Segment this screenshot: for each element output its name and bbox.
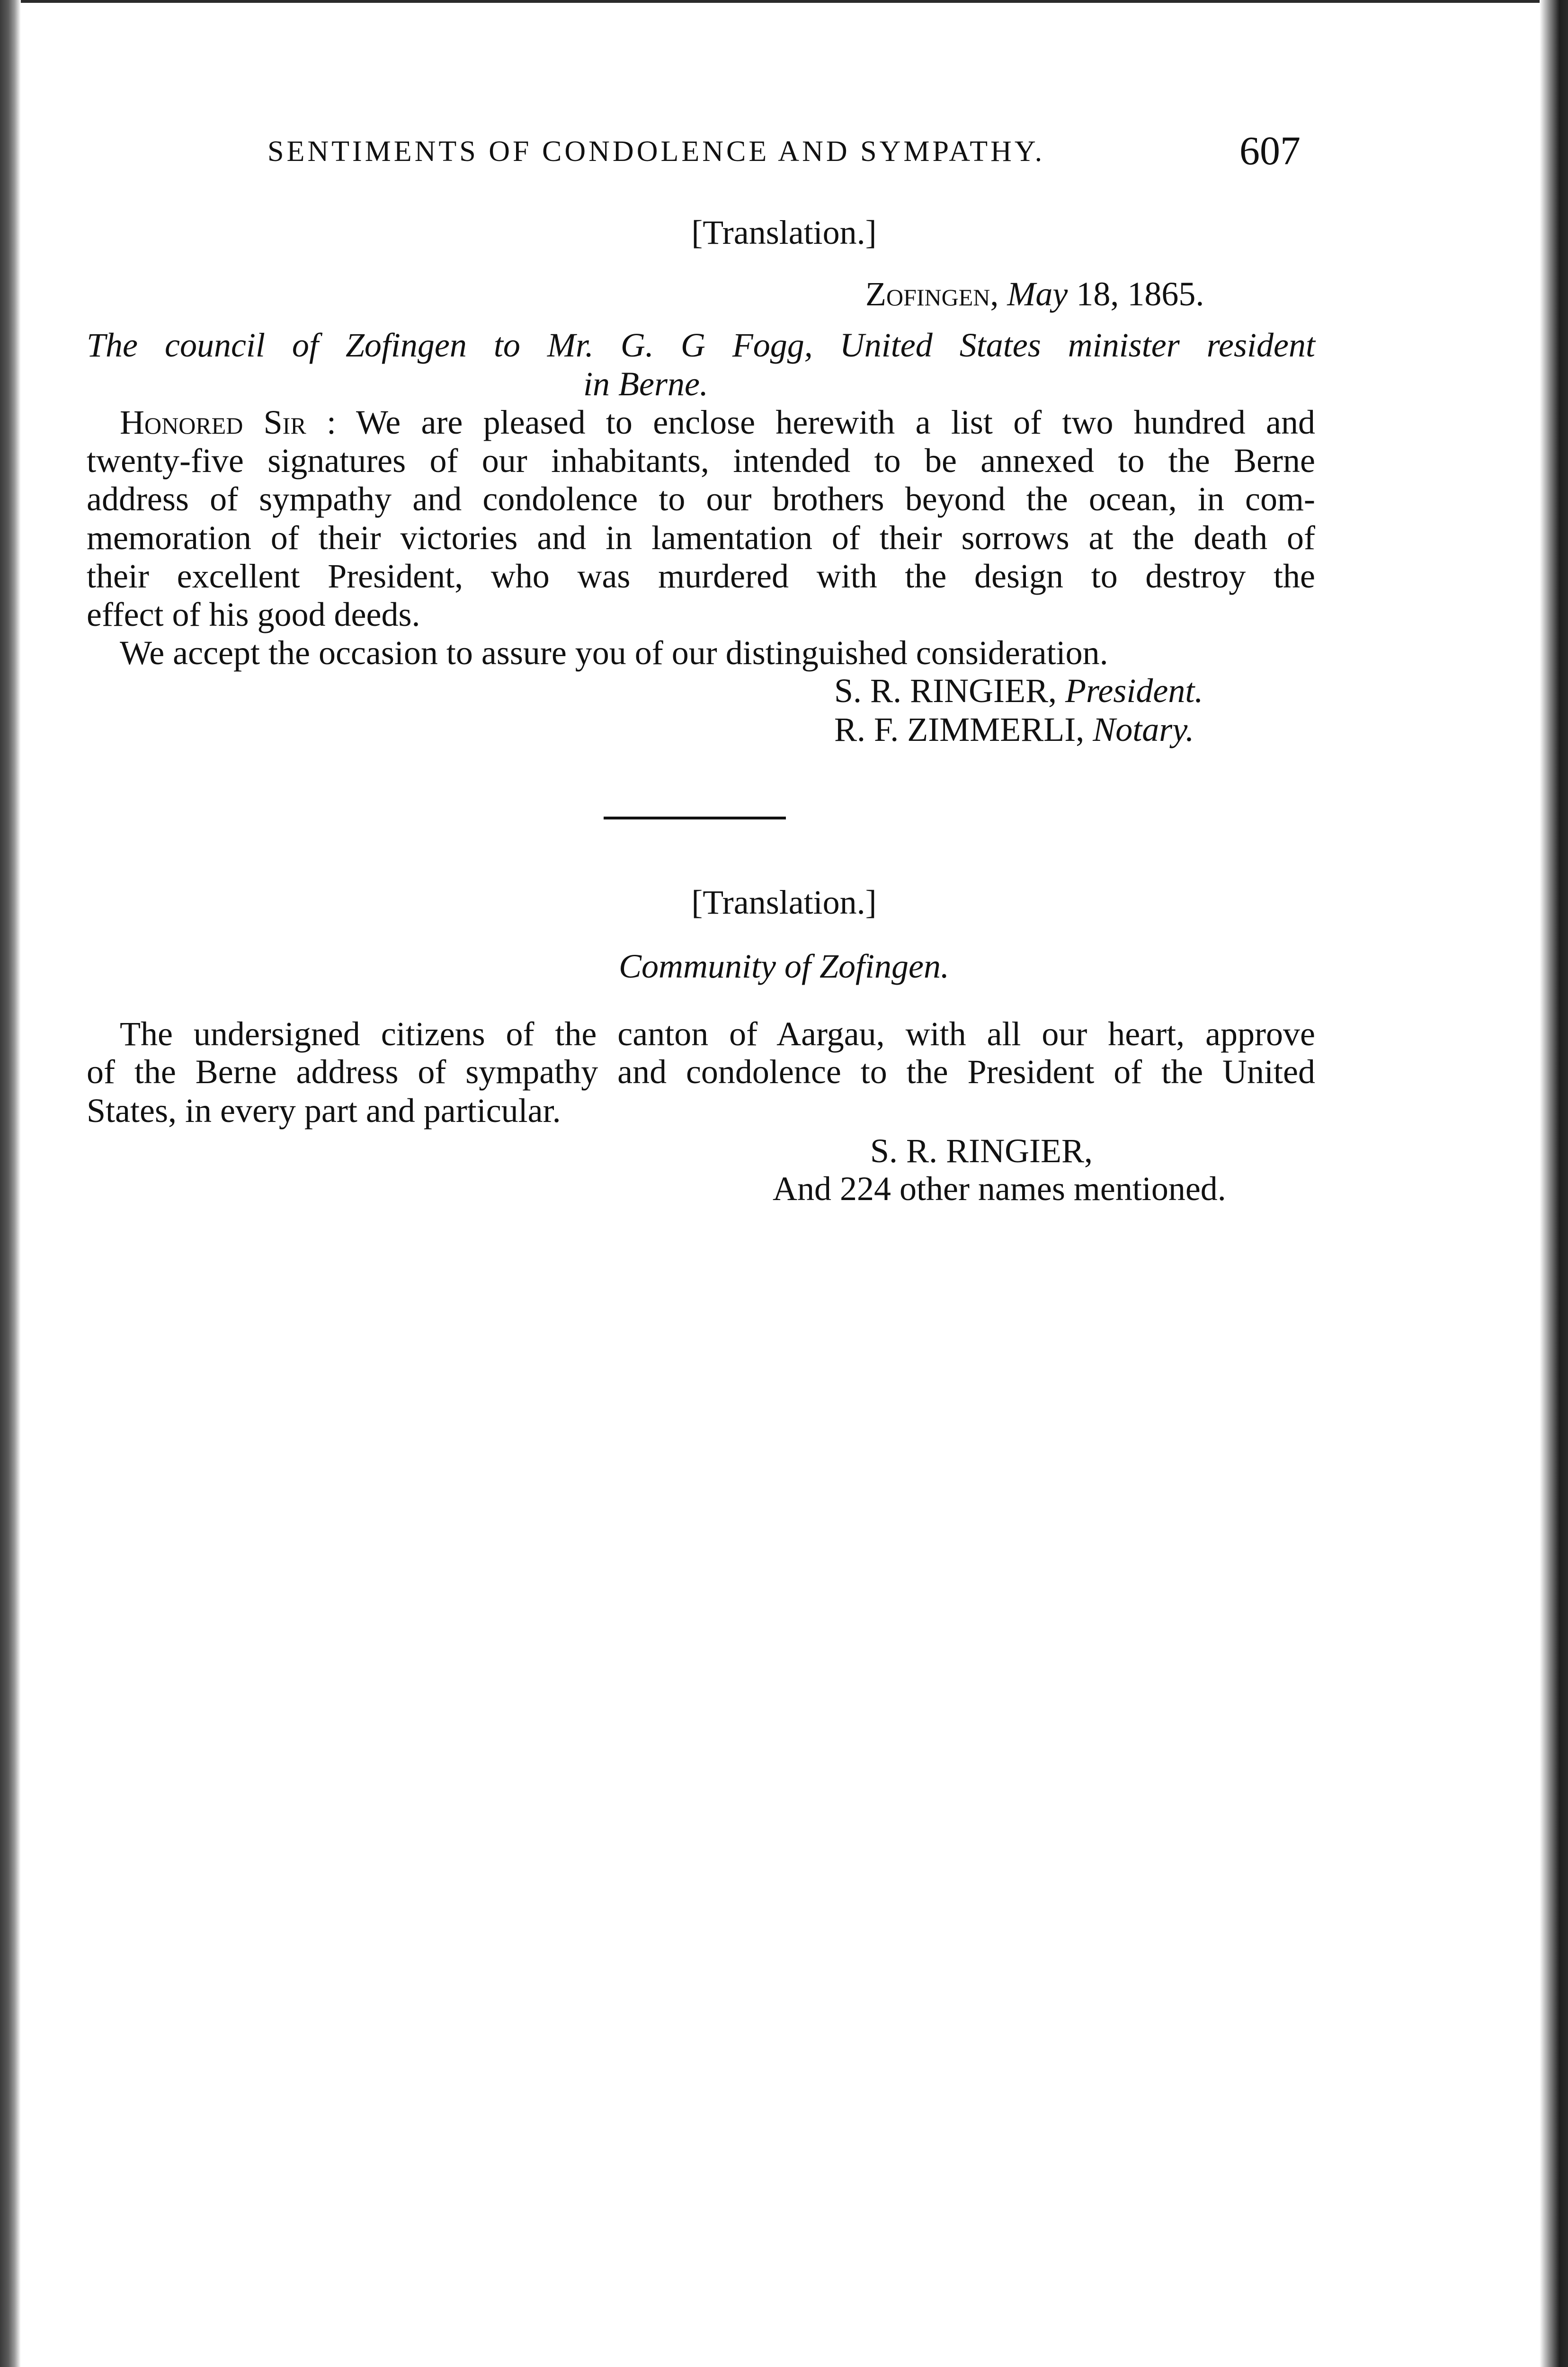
letter-body-line-2: twenty-five signatures of our inhabitants, intended to be annexed to the Berne	[87, 442, 1315, 480]
signature-1	[834, 674, 1203, 708]
salutation: Honored Sir :	[120, 403, 336, 441]
letter-body-line-3: address of sympathy and condolence to our brothers beyond the ocean, in com-	[87, 480, 1315, 518]
signer-1-title: President.	[1065, 672, 1203, 710]
letter-body-text-1: We are pleased to enclose herewith a list of two hundred and	[356, 403, 1315, 441]
signer-2-title: Notary.	[1093, 711, 1194, 748]
signer-1-name: S. R. RINGIER,	[834, 672, 1057, 710]
signer-2-name: R. F. ZIMMERLI,	[834, 711, 1085, 748]
inside-address-line-1: The council of Zofingen to Mr. G. G Fogg, United States minister resident	[87, 326, 1315, 364]
letter-body-line-4: memoration of their victories and in lamentation of their sorrows at the death of	[87, 519, 1315, 557]
translation-note-text: [Translation.]	[691, 214, 877, 251]
letter-body-line-1	[120, 405, 1315, 439]
signature-2	[834, 712, 1194, 747]
address-body-line-3: States, in every part and particular.	[87, 1092, 561, 1130]
letter-body-line-6: effect of his good deeds.	[87, 596, 420, 633]
dateline-month: May	[1007, 275, 1068, 313]
section-heading-text: Community of Zofingen.	[619, 947, 949, 985]
address-body-line-2: of the Berne address of sympathy and condolence to the President of the United	[87, 1053, 1315, 1091]
letter-body-line-5: their excellent President, who was murdered with the design to destroy the	[87, 557, 1315, 595]
address-signer-name: S. R. RINGIER,	[870, 1132, 1093, 1170]
page-number: 607	[1239, 128, 1301, 173]
address-body-line-1: The undersigned citizens of the canton of Aargau, with all our heart, approve	[120, 1015, 1315, 1053]
section-divider	[604, 817, 786, 819]
dateline-place: Zofingen,	[865, 275, 999, 313]
address-signer-note: And 224 other names mentioned.	[773, 1170, 1226, 1208]
translation-note	[0, 215, 1568, 249]
letter-closing: We accept the occasion to assure you of our distinguished consideration.	[120, 634, 1108, 672]
inside-address-line-2: in Berne.	[583, 365, 708, 403]
running-title: SENTIMENTS OF CONDOLENCE AND SYMPATHY.	[267, 135, 1045, 168]
translation-note-2-text: [Translation.]	[691, 883, 877, 921]
translation-note-2	[0, 885, 1568, 919]
dateline	[865, 277, 1204, 311]
dateline-day-year: 18, 1865.	[1076, 275, 1204, 313]
section-heading	[0, 949, 1568, 983]
